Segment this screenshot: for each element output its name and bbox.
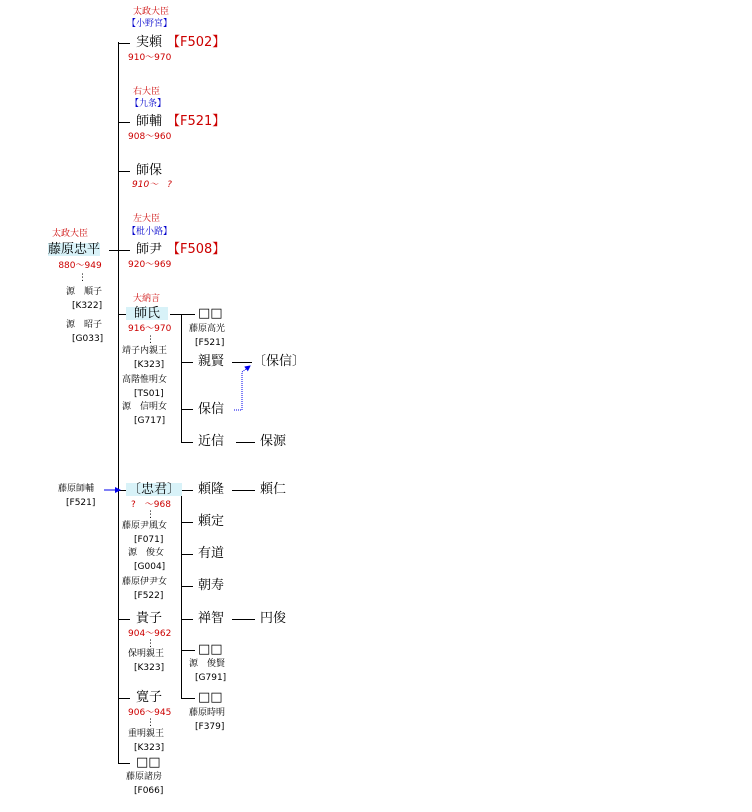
child-ref: 【F521】 bbox=[167, 114, 226, 129]
wife-name: 源 信明女 bbox=[122, 402, 168, 412]
wife-ref: [G717] bbox=[134, 416, 166, 426]
great-grandchild-name: 頼仁 bbox=[260, 482, 287, 497]
child-name: □□ bbox=[136, 755, 161, 770]
grandchild-name: □□ bbox=[198, 690, 223, 705]
wife-name: 源 俊女 bbox=[128, 548, 165, 558]
wife-ref: [F071] bbox=[134, 535, 164, 545]
child-name: 師氏 bbox=[126, 307, 168, 320]
child-dates: 920〜969 bbox=[128, 260, 172, 270]
adoptive-parent-name: 藤原師輔 bbox=[58, 484, 95, 494]
spouse-name: 保明親王 bbox=[128, 649, 165, 659]
wife-name: 高階惟明女 bbox=[122, 375, 168, 385]
child-dates: 916〜970 bbox=[128, 324, 172, 334]
adoptive-parent-ref: [F521] bbox=[66, 498, 96, 508]
child-dates: 908〜960 bbox=[128, 132, 172, 142]
child-name: 貴子 bbox=[136, 611, 163, 626]
marriage-mark: ⋮ bbox=[146, 335, 155, 345]
grandchild-name: 朝寿 bbox=[198, 578, 225, 593]
grandchild-name: 有道 bbox=[198, 546, 225, 561]
grandchild-note-ref: [F521] bbox=[195, 338, 225, 348]
child-title: 太政大臣 bbox=[133, 7, 170, 17]
grandchild-name: 保信 bbox=[198, 402, 225, 417]
grandchild-note: 藤原高光 bbox=[189, 324, 226, 334]
great-grandchild-name: 保源 bbox=[260, 434, 287, 449]
wife-name: 藤原伊尹女 bbox=[122, 577, 168, 587]
child-name: 寛子 bbox=[136, 690, 163, 705]
child-title: 大納言 bbox=[133, 294, 161, 304]
grandchild-name: □□ bbox=[198, 642, 223, 657]
wife-name: 藤原尹風女 bbox=[122, 521, 168, 531]
child-name: 〔忠君〕 bbox=[128, 482, 181, 497]
child-dates: ? 〜968 bbox=[131, 500, 171, 510]
child-dates: 906〜945 bbox=[128, 708, 172, 718]
grandchild-name: □□ bbox=[198, 306, 223, 321]
adoption-arrow bbox=[234, 366, 250, 410]
child-title: 左大臣 bbox=[133, 214, 161, 224]
child-alias: 【九条】 bbox=[130, 99, 167, 109]
root-wife-name: 源 順子 bbox=[66, 287, 103, 297]
grandchild-name: 近信 bbox=[198, 434, 225, 449]
child-alias: 【小野宮】 bbox=[127, 19, 173, 29]
grandchild-note-ref: [F379] bbox=[195, 722, 225, 732]
marriage-mark: ⋮ bbox=[146, 718, 155, 728]
marriage-mark: ⋮ bbox=[146, 510, 155, 520]
root-title: 太政大臣 bbox=[51, 229, 88, 239]
child-ref: 【F508】 bbox=[167, 242, 226, 257]
grandchild-name: 親賢 bbox=[198, 354, 225, 369]
spouse-ref: [K323] bbox=[134, 743, 165, 753]
root-name: 藤原忠平 bbox=[48, 242, 101, 257]
child-alias: 【枇小路】 bbox=[127, 227, 173, 237]
child-dates: 910〜970 bbox=[128, 53, 172, 63]
great-grandchild-name: 円俊 bbox=[260, 611, 287, 626]
spouse-name: 藤原諸房 bbox=[126, 772, 163, 782]
wife-ref: [G004] bbox=[134, 562, 166, 572]
wife-name: 靖子内親王 bbox=[122, 346, 168, 356]
root-wife-ref: [G033] bbox=[72, 334, 104, 344]
grandchild-note: 藤原時明 bbox=[189, 708, 226, 718]
child-name: 師尹 bbox=[136, 242, 163, 257]
child-name: 実頼 bbox=[136, 35, 163, 50]
root-wife-name: 源 昭子 bbox=[66, 320, 103, 330]
child-name: 師輔 bbox=[136, 114, 163, 129]
marriage-mark: ⋮ bbox=[78, 273, 87, 283]
grandchild-note-ref: [G791] bbox=[195, 673, 227, 683]
spouse-ref: [F066] bbox=[134, 786, 164, 796]
root-dates: 880〜949 bbox=[58, 261, 102, 271]
grandchild-name: 頼隆 bbox=[198, 482, 225, 497]
child-dates: 910〜 ? bbox=[132, 180, 172, 190]
grandchild-name: 頼定 bbox=[198, 514, 225, 529]
child-title: 右大臣 bbox=[133, 87, 161, 97]
spouse-name: 重明親王 bbox=[128, 729, 165, 739]
child-name: 師保 bbox=[136, 163, 163, 178]
child-ref: 【F502】 bbox=[167, 35, 226, 50]
wife-ref: [K323] bbox=[134, 360, 165, 370]
wife-ref: [F522] bbox=[134, 591, 164, 601]
marriage-mark: ⋮ bbox=[146, 639, 155, 649]
grandchild-name: 禅智 bbox=[198, 611, 225, 626]
spouse-ref: [K323] bbox=[134, 663, 165, 673]
root-wife-ref: [K322] bbox=[72, 301, 103, 311]
wife-ref: [TS01] bbox=[134, 389, 164, 399]
great-grandchild-name: 〔保信〕 bbox=[253, 354, 306, 369]
child-dates: 904〜962 bbox=[128, 629, 172, 639]
grandchild-note: 源 俊賢 bbox=[189, 659, 226, 669]
